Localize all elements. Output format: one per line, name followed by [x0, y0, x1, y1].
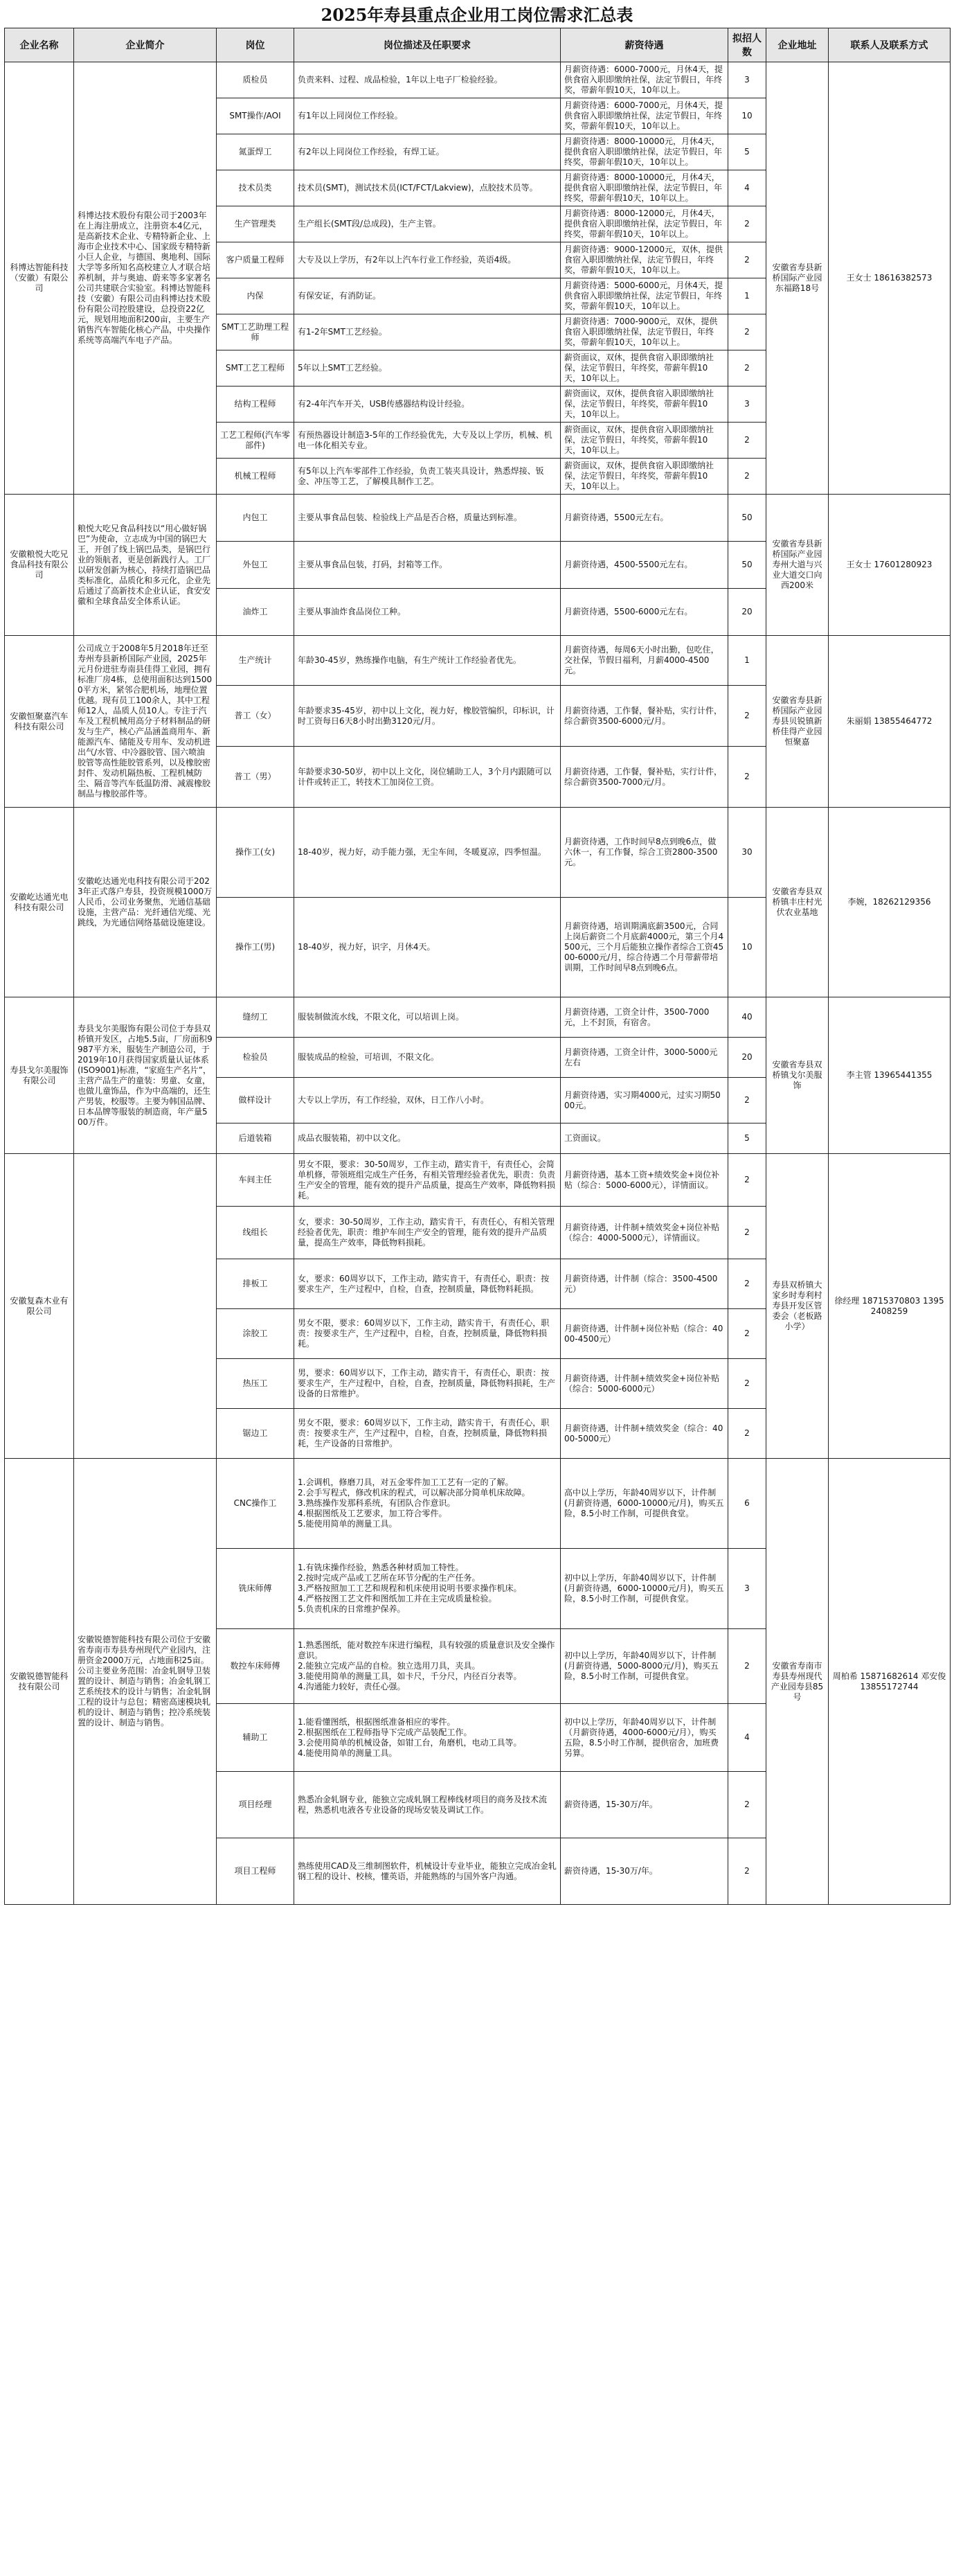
company-name: 寿县戈尔美服饰有限公司	[5, 997, 74, 1154]
company-name: 安徽恒聚嘉汽车科技有限公司	[5, 636, 74, 808]
job-desc: 1.能看懂图纸，根据图纸准备相应的零件。 2.根据图纸在工程师指导下完成产品装配工作。 3.会使用简单的机械设备，如钳工台，角磨机，电动工具等。 4.能使用简单的测量工具。	[294, 1704, 561, 1772]
header-count: 拟招人数	[728, 28, 766, 62]
job-salary: 月薪资待遇，计件制+绩效奖金+岗位补贴（综合：4000-5000元），详情面议。	[561, 1207, 728, 1259]
company-contact: 徐经理 18715370803 13952408259	[829, 1154, 951, 1459]
job-desc: 年龄要求35-45岁，初中以上文化，视力好，橡胶管编织，印标识，计时工资每日6天8小时出勤3120元/月。	[294, 686, 561, 747]
table-row	[5, 62, 951, 98]
job-desc: 有1年以上同岗位工作经验。	[294, 98, 561, 134]
job-count: 2	[728, 1772, 766, 1838]
job-count: 6	[728, 1459, 766, 1549]
job-post: 辅助工	[217, 1704, 294, 1772]
company-contact: 王女士 18616382573	[829, 62, 951, 495]
job-salary: 月薪资待遇，工资全计件，3500-7000元，上不封顶，有宿舍。	[561, 997, 728, 1038]
job-count: 2	[728, 1154, 766, 1207]
job-desc: 18-40岁，视力好，动手能力强，无尘车间，冬暖夏凉，四季恒温。	[294, 808, 561, 898]
job-salary: 月薪资待遇，5500-6000元左右。	[561, 589, 728, 636]
company-address: 安徽省寿县新桥国际产业园东福路18号	[766, 62, 829, 495]
job-salary: 薪资待遇，15-30万/年。	[561, 1838, 728, 1905]
job-salary: 月薪资待遇，每周6天小时出勤，包吃住，交社保，节假日福利，月薪4000-4500元。	[561, 636, 728, 686]
job-salary: 月薪资待遇，基本工资+绩效奖金+岗位补贴（综合：5000-6000元），详情面议。	[561, 1154, 728, 1207]
job-post: 锯边工	[217, 1409, 294, 1459]
job-desc: 主要从事食品包装、检验线上产品是否合格，质量达到标准。	[294, 495, 561, 542]
company-intro: 粮悦大吃兄食品科技以“用心做好锅巴”为使命，立志成为中国的锅巴大王，开创了线上锅巴品类，是锅巴行业的领航者，更是创新践行人。工厂以研发创新为核心，持续打造锅巴品类标准化，品质化和多元化，企业先后通过了高新技术企业认证，食安安徽和全球食品安全体系认证。	[74, 495, 217, 636]
job-salary: 月薪资待遇，计件制+绩效奖金（综合：4000-5000元）	[561, 1409, 728, 1459]
company-name: 安徽锐德智能科技有限公司	[5, 1459, 74, 1905]
job-desc: 男女不限，要求：60周岁以下，工作主动，踏实肯干，有责任心，职责：按要求生产，生产过程中，自检，自查，控制质量，降低物料损耗，生产设备的日常维护。	[294, 1409, 561, 1459]
job-salary: 月薪资待遇：9000-12000元，双休，提供食宿入职即缴纳社保，法定节假日，年终奖，带薪年假10天，10年以上。	[561, 242, 728, 278]
job-post: 排板工	[217, 1259, 294, 1309]
table-row	[5, 997, 951, 1038]
job-desc: 男女不限，要求：60周岁以下，工作主动，踏实肯干，有责任心，职责：按要求生产，生产过程中，自检，自查，控制质量，降低物料损耗。	[294, 1309, 561, 1359]
job-post: 做样设计	[217, 1078, 294, 1123]
job-salary: 薪资待遇，15-30万/年。	[561, 1772, 728, 1838]
job-count: 4	[728, 170, 766, 206]
job-count: 2	[728, 350, 766, 387]
job-count: 2	[728, 1078, 766, 1123]
job-salary: 初中以上学历，年龄40周岁以下，计件制（月薪资待遇，4000-6000元/月），购买五险，8.5小时工作制，提供宿舍，加班费另算。	[561, 1704, 728, 1772]
job-desc: 有保安证，有消防证。	[294, 278, 561, 314]
job-post: 外包工	[217, 542, 294, 589]
job-post: 结构工程师	[217, 387, 294, 423]
job-count: 50	[728, 542, 766, 589]
header-address: 企业地址	[766, 28, 829, 62]
job-post: CNC操作工	[217, 1459, 294, 1549]
job-desc: 技术员(SMT)，测试技术员(ICT/FCT/Lakview)，点胶技术员等。	[294, 170, 561, 206]
table-row	[5, 808, 951, 898]
job-count: 2	[728, 459, 766, 495]
job-salary: 薪资面议，双休，提供食宿入职即缴纳社保，法定节假日，年终奖，带薪年假10天，10年以上。	[561, 459, 728, 495]
job-salary: 月薪资待遇，实习期4000元，过实习期5000元。	[561, 1078, 728, 1123]
job-post: 内保	[217, 278, 294, 314]
table-row	[5, 1459, 951, 1549]
job-count: 2	[728, 1838, 766, 1905]
job-salary: 月薪资待遇：7000-9000元，双休，提供食宿入职即缴纳社保，法定节假日，年终奖，带薪年假10天，10年以上。	[561, 314, 728, 350]
job-post: 车间主任	[217, 1154, 294, 1207]
job-count: 2	[728, 314, 766, 350]
job-desc: 生产组长(SMT段/总成段)，生产主管。	[294, 206, 561, 242]
job-salary: 初中以上学历，年龄40周岁以下，计件制(月薪资待遇，5000-8000元/月)，购买五险，8.5小时工作制，可提供食堂。	[561, 1629, 728, 1704]
job-salary: 月薪资待遇，计件制（综合：3500-4500元）	[561, 1259, 728, 1309]
job-salary: 月薪资待遇，工作餐，餐补贴，实行计件，综合薪资3500-7000元/月。	[561, 747, 728, 808]
job-desc: 有2-4年汽车开关，USB传感器结构设计经验。	[294, 387, 561, 423]
company-name: 科博达智能科技（安徽）有限公司	[5, 62, 74, 495]
company-name: 安徽复森木业有限公司	[5, 1154, 74, 1459]
job-salary: 初中以上学历，年龄40周岁以下，计件制(月薪资待遇，6000-10000元/月)，购买五险，8.5小时工作制，可提供食堂。	[561, 1549, 728, 1629]
company-address: 寿县双桥镇大家乡时寿利村寿县开发区管委会（老板路小学）	[766, 1154, 829, 1459]
job-salary: 月薪资待遇：8000-10000元，月休4天，提供食宿入职即缴纳社保，法定节假日，年终奖，带薪年假10天，10年以上。	[561, 170, 728, 206]
job-count: 2	[728, 747, 766, 808]
job-post: SMT工艺助理工程师	[217, 314, 294, 350]
job-salary: 月薪资待遇：8000-10000元，月休4天，提供食宿入职即缴纳社保，法定节假日，年终奖，带薪年假10天，10年以上。	[561, 134, 728, 170]
job-desc: 有1-2年SMT工艺经验。	[294, 314, 561, 350]
job-count: 20	[728, 1038, 766, 1078]
job-desc: 年龄30-45岁，熟练操作电脑，有生产统计工作经验者优先。	[294, 636, 561, 686]
company-contact: 朱丽娟 13855464772	[829, 636, 951, 808]
job-count: 10	[728, 98, 766, 134]
job-count: 1	[728, 278, 766, 314]
header-company-intro: 企业简介	[74, 28, 217, 62]
job-post: 普工（男）	[217, 747, 294, 808]
job-salary: 月薪资待遇，工资全计件，3000-5000元左右	[561, 1038, 728, 1078]
company-address: 安徽省寿县双桥镇丰庄村光伏农业基地	[766, 808, 829, 997]
job-desc: 成品衣服装箱，初中以文化。	[294, 1123, 561, 1154]
job-salary: 工资面议。	[561, 1123, 728, 1154]
job-post: 内包工	[217, 495, 294, 542]
job-post: 质检员	[217, 62, 294, 98]
job-post: 缝纫工	[217, 997, 294, 1038]
company-address: 安徽省寿南市寿县寿州现代产业园寿县85号	[766, 1459, 829, 1905]
job-salary: 月薪资待遇：5000-6000元，月休4天，提供食宿入职即缴纳社保，法定节假日，年终奖，带薪年假10天，10年以上。	[561, 278, 728, 314]
company-contact: 王女士 17601280923	[829, 495, 951, 636]
job-salary: 月薪资待遇，计件制+岗位补贴（综合：4000-4500元）	[561, 1309, 728, 1359]
job-salary: 月薪资待遇：6000-7000元，月休4天，提供食宿入职即缴纳社保，法定节假日，年终奖，带薪年假10天，10年以上。	[561, 62, 728, 98]
job-salary: 月薪资待遇，5500元左右。	[561, 495, 728, 542]
job-desc: 1.熟悉图纸，能对数控车床进行编程，具有较强的质量意识及安全操作意识。 2.能独立完成产品的自检。独立选用刀具，夹具。 3.能使用简单的测量工具，如卡尺，千分尺，内径百分表等。 4.沟通能力较好，责任心强。	[294, 1629, 561, 1704]
header-post: 岗位	[217, 28, 294, 62]
job-count: 1	[728, 636, 766, 686]
job-desc: 女，要求：30-50周岁，工作主动，踏实肯干，有责任心，有相关管理经验者优先，职责：维护车间生产安全的管理，能有效的提升产品质量，提高生产效率，降低物料损耗。	[294, 1207, 561, 1259]
job-count: 5	[728, 1123, 766, 1154]
job-post: 技术员类	[217, 170, 294, 206]
table-body	[5, 62, 951, 1905]
job-post: 铣床师傅	[217, 1549, 294, 1629]
job-count: 20	[728, 589, 766, 636]
job-table	[4, 28, 951, 1905]
company-intro: 寿县戈尔美服饰有限公司位于寿县双桥镇开发区，占地5.5亩，厂房面积9987平方米，服装生产制造公司，于2019年10月获得国家质量认证体系(ISO9001)标准，“家庭生产名片”，主营产品生产的童装：男童、女童，也做儿童饰品，作为中高端的，还生产男装，校服等。主要为韩国品牌、日本品牌等服装的制造商，年产量500万件。	[74, 997, 217, 1154]
job-salary: 月薪资待遇，工作餐，餐补贴，实行计件，综合薪资3500-6000元/月。	[561, 686, 728, 747]
job-desc: 1.有铣床操作经验，熟悉各种材质加工特性。 2.按时完成产品或工艺所在环节分配的生产任务。 3.严格按照加工工艺和规程和机床使用说明书要求操作机床。 4.严格按图工艺文件和图纸加工并在主完成质量检验。 5.负责机床的日常维护保养。	[294, 1549, 561, 1629]
job-count: 3	[728, 62, 766, 98]
job-post: SMT工艺工程师	[217, 350, 294, 387]
job-desc: 年龄要求30-50岁，初中以上文化，岗位辅助工人，3个月内跟随可以计件或转正工，转技术工加岗位工资。	[294, 747, 561, 808]
table-row	[5, 1154, 951, 1207]
job-salary: 月薪资待遇，培训期满底薪3500元，合同上岗后薪资二个月底薪4000元，第三个月4500元，三个月后能独立操作者综合工资4500-6000元/月，综合待遇二个月带薪带培训期，工作时间早8点到晚6点。	[561, 898, 728, 997]
company-address: 安徽省寿县新桥国际产业园寿州大道与兴业大道交口向西200米	[766, 495, 829, 636]
company-address: 安徽省寿县新桥国际产业园寿县贝锐镇新桥佳得产业园恒聚嘉	[766, 636, 829, 808]
job-desc: 18-40岁，视力好，识字，月休4天。	[294, 898, 561, 997]
table-row	[5, 495, 951, 542]
job-count: 2	[728, 242, 766, 278]
job-count: 2	[728, 206, 766, 242]
job-post: 油炸工	[217, 589, 294, 636]
job-count: 2	[728, 1259, 766, 1309]
job-count: 2	[728, 1629, 766, 1704]
job-post: 客户质量工程师	[217, 242, 294, 278]
job-desc: 熟练使用CAD及三维制图软件，机械设计专业毕业，能独立完成冶金轧钢工程的设计、校核，懂英语，并能熟练的与国外客户沟通。	[294, 1838, 561, 1905]
company-intro	[74, 1154, 217, 1459]
job-count: 2	[728, 686, 766, 747]
company-contact: 李主管 13965441355	[829, 997, 951, 1154]
company-name: 安徽屹达通光电科技有限公司	[5, 808, 74, 997]
job-post: 普工（女）	[217, 686, 294, 747]
company-name: 安徽粮悦大吃兄食品科技有限公司	[5, 495, 74, 636]
job-post: 线组长	[217, 1207, 294, 1259]
header-row	[5, 28, 951, 62]
job-count: 30	[728, 808, 766, 898]
job-salary: 月薪资待遇，计件制+绩效奖金+岗位补贴（综合：5000-6000元）	[561, 1359, 728, 1409]
job-count: 2	[728, 1309, 766, 1359]
job-count: 4	[728, 1704, 766, 1772]
job-desc: 男，要求：60周岁以下，工作主动，踏实肯干，有责任心，职责：按要求生产，生产过程中，自检，自查，控制质量，降低物料损耗，生产设备的日常维护。	[294, 1359, 561, 1409]
job-desc: 主要从事食品包装，打码，封箱等工作。	[294, 542, 561, 589]
company-intro: 安徽锐德智能科技有限公司位于安徽省寿南市寿县寿州现代产业园内，注册资金2000万元，占地面积25亩。公司主要业务范围：冶金轧钢导卫装置的设计、制造与销售；冶金轧钢工艺系统技术的设计与销售；冶金轧钢工程的设计与总包；精密高速模块轧机的设计、制造与销售；控冷系统装置的设计、制造与销售。	[74, 1459, 217, 1905]
job-count: 2	[728, 1207, 766, 1259]
job-post: 检验员	[217, 1038, 294, 1078]
job-count: 50	[728, 495, 766, 542]
job-post: 后道装箱	[217, 1123, 294, 1154]
job-desc: 女，要求：60周岁以下，工作主动，踏实肯干，有责任心，职责：按要求生产，生产过程中，自检，自查，控制质量，降低物料耗损。	[294, 1259, 561, 1309]
job-salary: 薪资面议，双休，提供食宿入职即缴纳社保，法定节假日，年终奖，带薪年假10天，10年以上。	[561, 350, 728, 387]
company-contact: 李婉，18262129356	[829, 808, 951, 997]
job-desc: 服装成品的检验，可培训，不限文化。	[294, 1038, 561, 1078]
company-address: 安徽省寿县双桥镇戈尔美服饰	[766, 997, 829, 1154]
job-post: 数控车床师傅	[217, 1629, 294, 1704]
job-post: 工艺工程师(汽车零部件)	[217, 423, 294, 459]
job-post: 项目经理	[217, 1772, 294, 1838]
job-desc: 有5年以上汽车零部件工作经验，负责工装夹具设计，熟悉焊接、钣金、冲压等工艺，了解模具制作工艺。	[294, 459, 561, 495]
job-count: 2	[728, 1359, 766, 1409]
job-count: 2	[728, 423, 766, 459]
job-desc: 男女不限，要求：30-50周岁，工作主动，踏实肯干，有责任心，会简单机修，带领班组完成生产任务，有相关管理经验者优先，职责：负责生产安全的管理，能有效的提升产品质量，提高生产效率，降低物料损耗。	[294, 1154, 561, 1207]
job-post: SMT操作/AOI	[217, 98, 294, 134]
page-title: 2025年寿县重点企业用工岗位需求汇总表	[321, 5, 633, 25]
company-intro: 公司成立于2008年5月2018年迁至寿州寿县新桥国际产业园，2025年元月份进驻寿南县佳得工业园，拥有标准厂房4栋，总使用面积达到15000平方米，紧邻合肥机场，地理位置优越。现有员工100余人，其中工程师12人，品质人员10人。专注于汽车及工程机械用高分子材料制品的研发与生产，核心产品涵盖商用车、新能源汽车、储能及专用车、发动机进出气/水管、中冷器胶管、国六喷油胶管等高性能胶管系列，以及橡胶密封件、发动机隔热板、工程机械防尘、隔音等汽车低温防滑、减震橡胶制品与橡胶部件等。	[74, 636, 217, 808]
job-desc: 熟悉冶金轧钢专业，能独立完成轧钢工程棒线材项目的商务及技术流程，熟悉机电液各专业设备的现场安装及调试工作。	[294, 1772, 561, 1838]
job-desc: 有预热器设计制造3-5年的工作经验优先，大专及以上学历，机械、机电一体化相关专业。	[294, 423, 561, 459]
job-count: 5	[728, 134, 766, 170]
job-salary: 薪资面议，双休，提供食宿入职即缴纳社保，法定节假日，年终奖，带薪年假10天，10年以上。	[561, 423, 728, 459]
company-intro: 安徽屹达通光电科技有限公司于2023年正式落户寿县，投资规模1000万人民币，公司业务聚焦，光通信基础设施，主营产品：光纤通信光缆、光跳线，为光通信网络基础设施建设。	[74, 808, 217, 997]
company-intro: 科博达技术股份有限公司于2003年在上海注册成立，注册资本4亿元，是高新技术企业、专精特新企业、上海市企业技术中心、国家级专精特新小巨人企业，与德国、奥地利、国际大学等多所知名高校建立人才联合培养机制，并与奥迪、蔚来等多家著名公司共建联合实验室。科博达智能科技（安徽）有限公司由科博达技术股份有限公司控股建设，总投资22亿元，规划用地面积200亩，主要生产销售汽车智能化核心产品，中央操作系统等高端汽车电子产品。	[74, 62, 217, 495]
job-count: 10	[728, 898, 766, 997]
company-contact: 周柏希 15871682614 邓安俊 13855172744	[829, 1459, 951, 1905]
job-post: 生产统计	[217, 636, 294, 686]
job-desc: 5年以上SMT工艺经验。	[294, 350, 561, 387]
job-post: 操作工(女)	[217, 808, 294, 898]
job-salary: 月薪资待遇：8000-12000元，月休4天，提供食宿入职即缴纳社保，法定节假日，年终奖，带薪年假10天，10年以上。	[561, 206, 728, 242]
job-post: 项目工程师	[217, 1838, 294, 1905]
job-salary: 月薪资待遇：6000-7000元，月休4天，提供食宿入职即缴纳社保，法定节假日，年终奖，带薪年假10天，10年以上。	[561, 98, 728, 134]
header-contact: 联系人及联系方式	[829, 28, 951, 62]
job-post: 生产管理类	[217, 206, 294, 242]
job-post: 氮蛋焊工	[217, 134, 294, 170]
job-desc: 有2年以上同岗位工作经验，有焊工证。	[294, 134, 561, 170]
job-post: 操作工(男)	[217, 898, 294, 997]
job-count: 2	[728, 1409, 766, 1459]
job-count: 40	[728, 997, 766, 1038]
job-desc: 主要从事油炸食品岗位工种。	[294, 589, 561, 636]
job-count: 3	[728, 387, 766, 423]
job-desc: 1.会调机，修磨刀具，对五金零件加工工艺有一定的了解。 2.会手写程式，修改机床的程式，可以解决部分简单机床故障。 3.熟练操作发那科系统，有团队合作意识。 4.根据图纸及工艺要求，加工符合零件。 5.能使用简单的测量工具。	[294, 1459, 561, 1549]
job-salary: 高中以上学历，年龄40周岁以下，计件制(月薪资待遇，6000-10000元/月)，购买五险，8.5小时工作制，可提供食堂。	[561, 1459, 728, 1549]
job-desc: 大专以上学历，有工作经验，双休，日工作八小时。	[294, 1078, 561, 1123]
job-desc: 服装制做流水线，不限文化，可以培训上岗。	[294, 997, 561, 1038]
job-salary: 月薪资待遇，工作时间早8点到晚6点，做六休一，有工作餐，综合工资2800-3500元。	[561, 808, 728, 898]
header-salary: 薪资待遇	[561, 28, 728, 62]
header-job-desc: 岗位描述及任职要求	[294, 28, 561, 62]
job-post: 热压工	[217, 1359, 294, 1409]
job-salary: 薪资面议，双休，提供食宿入职即缴纳社保，法定节假日，年终奖，带薪年假10天，10年以上。	[561, 387, 728, 423]
job-post: 机械工程师	[217, 459, 294, 495]
job-desc: 负责来料、过程、成品检验，1年以上电子厂检验经验。	[294, 62, 561, 98]
table-row	[5, 636, 951, 686]
job-desc: 大专及以上学历，有2年以上汽车行业工作经验，英语4级。	[294, 242, 561, 278]
job-post: 涂胶工	[217, 1309, 294, 1359]
header-company-name: 企业名称	[5, 28, 74, 62]
job-count: 3	[728, 1549, 766, 1629]
job-salary: 月薪资待遇，4500-5500元左右。	[561, 542, 728, 589]
